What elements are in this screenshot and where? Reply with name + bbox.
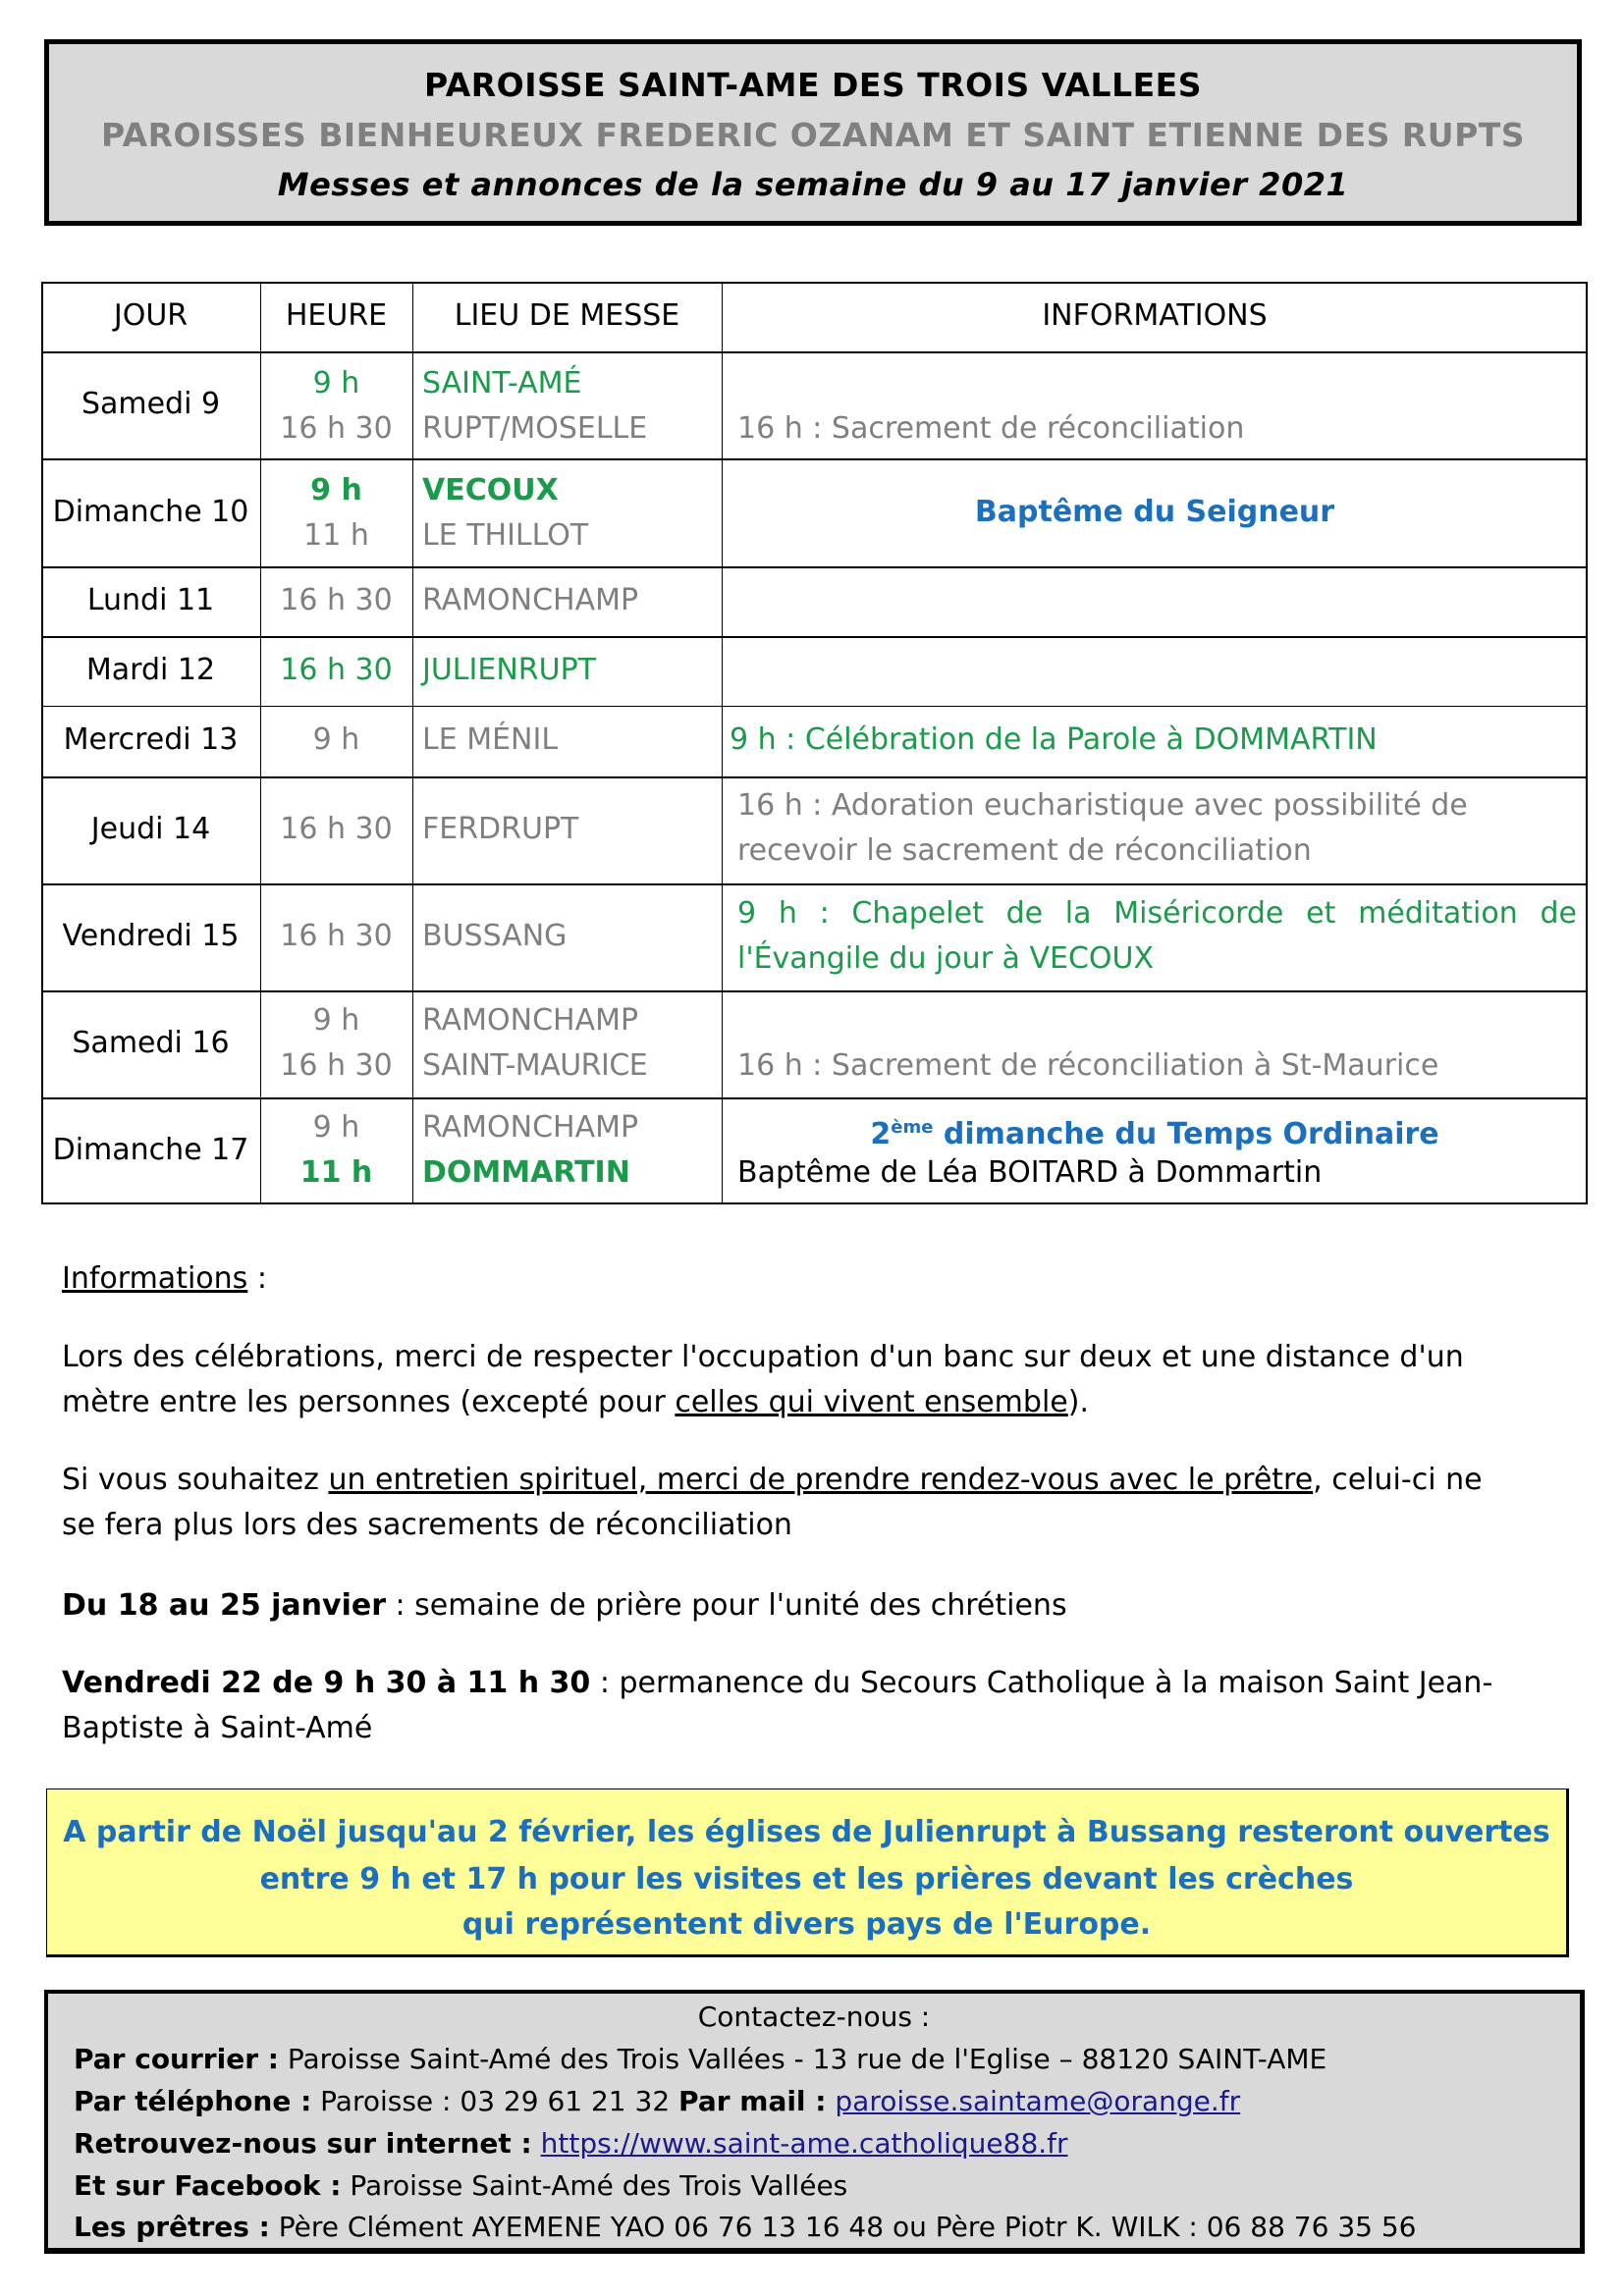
row-divider	[41, 1097, 1588, 1099]
info-paragraph-2-line-2: se fera plus lors des sacrements de réconciliation	[62, 1508, 792, 1542]
time-cell: 16 h 30	[280, 411, 393, 446]
info-paragraph-1-line-2: mètre entre les personnes (excepté pour celles qui vivent ensemble).	[62, 1385, 1089, 1419]
day-cell: Lundi 11	[86, 583, 215, 617]
notice-box	[46, 1789, 1569, 1957]
info-cell: 16 h : Adoration eucharistique avec possibilité de	[737, 788, 1468, 823]
place-cell: RAMONCHAMP	[422, 1110, 639, 1145]
notice-line: entre 9 h et 17 h pour les visites et les prières devant les crèches	[259, 1862, 1354, 1896]
time-cell: 16 h 30	[280, 1048, 393, 1083]
contact-box	[44, 1990, 1585, 2254]
row-divider	[41, 636, 1588, 638]
place-cell: SAINT-MAURICE	[422, 1048, 648, 1083]
col-divider	[722, 282, 723, 1204]
info-cell: l'Évangile du jour à VECOUX	[737, 941, 1155, 976]
info-cell: Baptême de Léa BOITARD à Dommartin	[737, 1155, 1323, 1190]
col-header-informations: INFORMATIONS	[1042, 298, 1268, 333]
time-cell: 9 h	[312, 722, 360, 757]
time-cell: 9 h	[312, 366, 360, 400]
row-divider	[41, 776, 1588, 778]
contact-priests-line: Les prêtres : Père Clément AYEMENE YAO 06 76 13 16 48 ou Père Piotr K. WILK : 06 88 76 35 56	[74, 2211, 1417, 2243]
place-cell: RAMONCHAMP	[422, 583, 639, 617]
liturgical-day: dimanche du Temps Ordinaire	[943, 1117, 1439, 1151]
info-cell: 16 h : Sacrement de réconciliation	[737, 411, 1245, 446]
place-cell: JULIENRUPT	[422, 653, 596, 687]
day-cell: Dimanche 10	[52, 495, 249, 529]
day-cell: Vendredi 15	[62, 919, 240, 953]
row-divider	[41, 706, 1588, 707]
info-paragraph-1-line-1: Lors des célébrations, merci de respecter l'occupation d'un banc sur deux et une distance d'un	[62, 1340, 1464, 1374]
place-cell: FERDRUPT	[422, 812, 579, 846]
time-cell: 16 h 30	[280, 583, 393, 617]
contact-facebook-line: Et sur Facebook : Paroisse Saint-Amé des Trois Vallées	[74, 2169, 848, 2202]
row-divider	[41, 566, 1588, 568]
info-cell: Baptême du Seigneur	[974, 495, 1335, 529]
day-cell: Mercredi 13	[63, 722, 239, 757]
info-paragraph-4-line-2: Baptiste à Saint-Amé	[62, 1711, 373, 1745]
contact-title: Contactez-nous :	[697, 2001, 931, 2033]
place-cell: DOMMARTIN	[422, 1155, 630, 1190]
place-cell: BUSSANG	[422, 919, 568, 953]
place-cell: SAINT-AMÉ	[422, 366, 582, 400]
info-cell	[722, 1111, 1588, 1151]
col-header-jour: JOUR	[113, 298, 189, 333]
row-divider	[41, 883, 1588, 885]
ordinal-number: 2	[870, 1117, 892, 1151]
time-cell: 9 h	[310, 473, 362, 507]
info-cell: 9 h : Célébration de la Parole à DOMMARTIN	[730, 722, 1378, 757]
parish-subtitle: PAROISSES BIENHEUREUX FREDERIC OZANAM ET SAINT ETIENNE DES RUPTS	[100, 116, 1526, 154]
day-cell: Samedi 9	[81, 387, 221, 421]
col-header-heure: HEURE	[285, 298, 388, 333]
place-cell: LE MÉNIL	[422, 722, 559, 757]
notice-line: A partir de Noël jusqu'au 2 février, les églises de Julienrupt à Bussang resteront ouvertes	[63, 1815, 1550, 1849]
notice-line: qui représentent divers pays de l'Europe.	[461, 1907, 1152, 1942]
time-cell: 16 h 30	[280, 653, 393, 687]
time-cell: 9 h	[312, 1110, 360, 1145]
info-paragraph-2-line-1: Si vous souhaitez un entretien spirituel, merci de prendre rendez-vous avec le prêtre, celui-ci ne	[62, 1463, 1483, 1497]
row-divider	[41, 990, 1588, 992]
time-cell: 11 h	[303, 518, 369, 553]
info-cell: 16 h : Sacrement de réconciliation à St-Maurice	[737, 1048, 1439, 1083]
info-cell: 9 h : Chapelet de la Miséricorde et méditation de	[737, 896, 1577, 931]
contact-web-line: Retrouvez-nous sur internet : https://www.saint-ame.catholique88.fr	[74, 2127, 1068, 2160]
info-paragraph-3: Du 18 au 25 janvier : semaine de prière pour l'unité des chrétiens	[62, 1588, 1067, 1623]
info-paragraph-4-line-1: Vendredi 22 de 9 h 30 à 11 h 30 : permanence du Secours Catholique à la maison Saint Jean-	[62, 1666, 1493, 1700]
day-cell: Jeudi 14	[90, 812, 211, 846]
col-divider	[412, 282, 413, 1204]
row-divider	[41, 458, 1588, 460]
time-cell: 9 h	[312, 1003, 360, 1038]
contact-mail-line: Par courrier : Paroisse Saint-Amé des Trois Vallées - 13 rue de l'Eglise – 88120 SAINT-AME	[74, 2043, 1327, 2075]
ordinal-suffix: ème	[891, 1117, 934, 1138]
info-cell: recevoir le sacrement de réconciliation	[737, 833, 1312, 868]
contact-phone-line: Par téléphone : Paroisse : 03 29 61 21 32 Par mail : paroisse.saintame@orange.fr	[74, 2085, 1241, 2117]
place-cell: RAMONCHAMP	[422, 1003, 639, 1038]
informations-heading: Informations :	[62, 1261, 267, 1296]
email-link[interactable]: paroisse.saintame@orange.fr	[835, 2085, 1241, 2117]
time-cell: 16 h 30	[280, 812, 393, 846]
website-link[interactable]: https://www.saint-ame.catholique88.fr	[540, 2127, 1068, 2160]
day-cell: Mardi 12	[85, 653, 216, 687]
mass-schedule-table	[41, 282, 1588, 1204]
day-cell: Dimanche 17	[52, 1133, 249, 1167]
col-header-lieu: LIEU DE MESSE	[454, 298, 680, 333]
header-box	[44, 39, 1582, 226]
row-divider	[41, 351, 1588, 353]
parish-title: PAROISSE SAINT-AME DES TROIS VALLEES	[424, 66, 1202, 104]
time-cell: 11 h	[299, 1155, 373, 1190]
week-title: Messes et annonces de la semaine du 9 au 17 janvier 2021	[277, 166, 1349, 203]
place-cell: RUPT/MOSELLE	[422, 411, 648, 446]
time-cell: 16 h 30	[280, 919, 393, 953]
place-cell: VECOUX	[422, 473, 559, 507]
day-cell: Samedi 16	[72, 1026, 230, 1060]
place-cell: LE THILLOT	[422, 518, 589, 553]
